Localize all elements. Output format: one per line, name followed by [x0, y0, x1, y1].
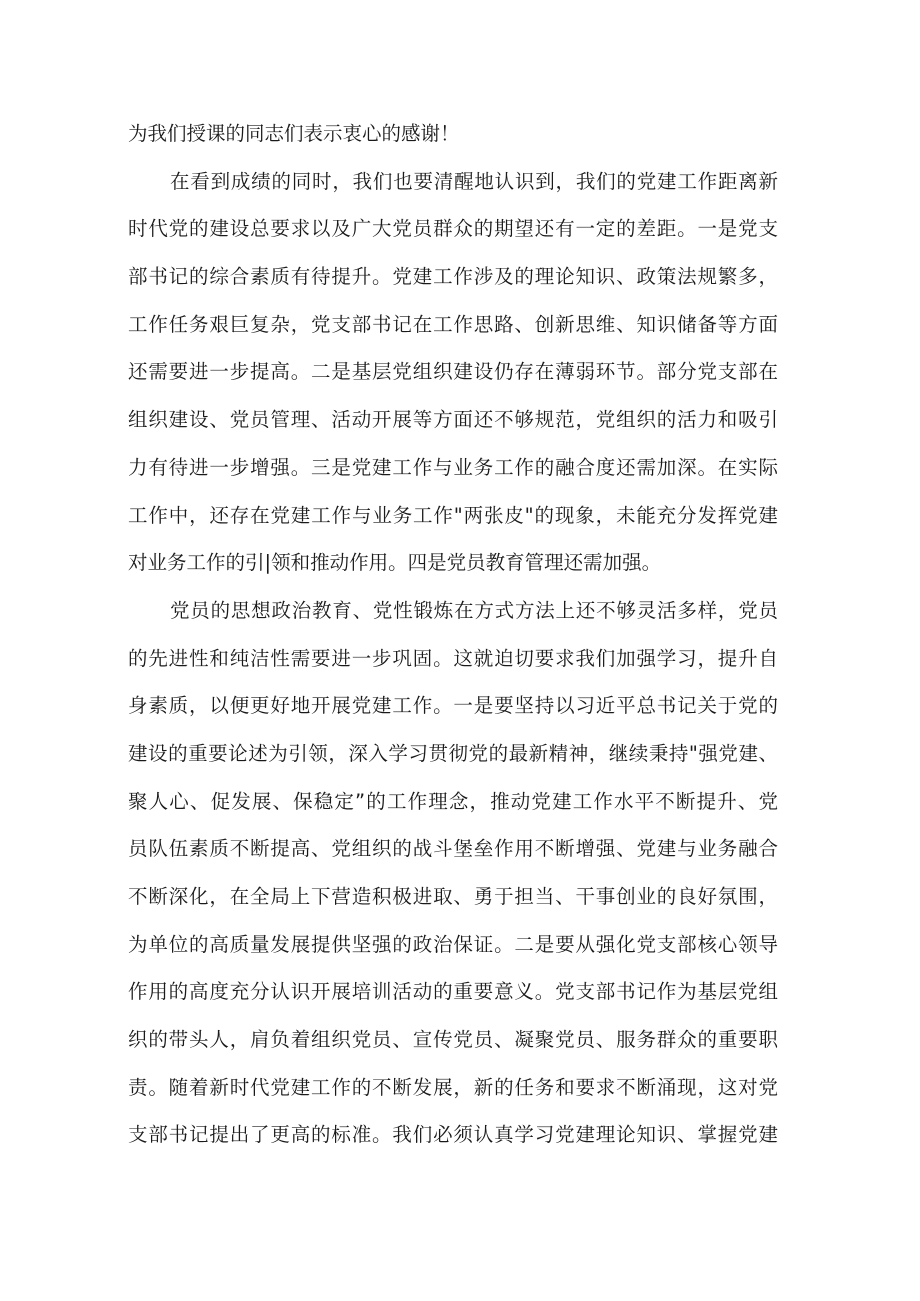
text-line: 责。随着新时代党建工作的不断发展，新的任务和要求不断涌现，这对党	[128, 1075, 778, 1099]
text-line: 身素质，以便更好地开展党建工作。一是要坚持以习近平总书记关于党的	[128, 694, 778, 718]
text-line: 在看到成绩的同时，我们也要清醒地认识到，我们的党建工作距离新	[170, 169, 778, 193]
text-line: 作用的高度充分认识开展培训活动的重要意义。党支部书记作为基层党组	[128, 980, 778, 1004]
text-line: 聚人心、促发展、保稳定”的工作理念，推动党建工作水平不断提升、党	[128, 789, 778, 813]
text-line: 组织建设、党员管理、活动开展等方面还不够规范，党组织的活力和吸引	[128, 408, 778, 432]
text-line: 工作中，还存在党建工作与业务工作"两张皮"的现象，未能充分发挥党建	[128, 503, 778, 527]
text-line: 部书记的综合素质有待提升。党建工作涉及的理论知识、政策法规繁多，	[128, 265, 778, 289]
text-line: 对业务工作的引|领和推动作用。四是党员教育管理还需加强。	[128, 551, 662, 575]
text-line: 织的带头人，肩负着组织党员、宣传党员、凝聚党员、服务群众的重要职	[128, 1028, 778, 1052]
text-line: 的先进性和纯洁性需要进一步巩固。这就迫切要求我们加强学习，提升自	[128, 646, 778, 670]
text-line: 为单位的高质量发展提供坚强的政治保证。二是要从强化党支部核心领导	[128, 932, 778, 956]
text-line: 党员的思想政治教育、党性锻炼在方式方法上还不够灵活多样，党员	[170, 598, 778, 622]
text-line: 支部书记提出了更高的标准。我们必须认真学习党建理论知识、掌握党建	[128, 1123, 778, 1147]
text-line: 工作任务艰巨复杂，党支部书记在工作思路、创新思维、知识储备等方面	[128, 312, 778, 336]
text-line: 为我们授课的同志们表示衷心的感谢！	[128, 122, 460, 145]
text-line: 还需要进一步提高。二是基层党组织建设仍存在薄弱环节。部分党支部在	[128, 360, 778, 384]
text-line: 员队伍素质不断提高、党组织的战斗堡垒作用不断增强、党建与业务融合	[128, 837, 778, 861]
text-line: 时代党的建设总要求以及广大党员群众的期望还有一定的差距。一是党支	[128, 217, 778, 241]
text-line: 力有待进一步增强。三是党建工作与业务工作的融合度还需加深。在实际	[128, 455, 778, 479]
text-line: 不断深化，在全局上下营造积极进取、勇于担当、干事创业的良好氛围，	[128, 885, 778, 908]
body-text	[128, 110, 778, 1159]
text-line: 建设的重要论述为引领，深入学习贯彻党的最新精神，继续秉持"强党建、	[128, 741, 778, 765]
